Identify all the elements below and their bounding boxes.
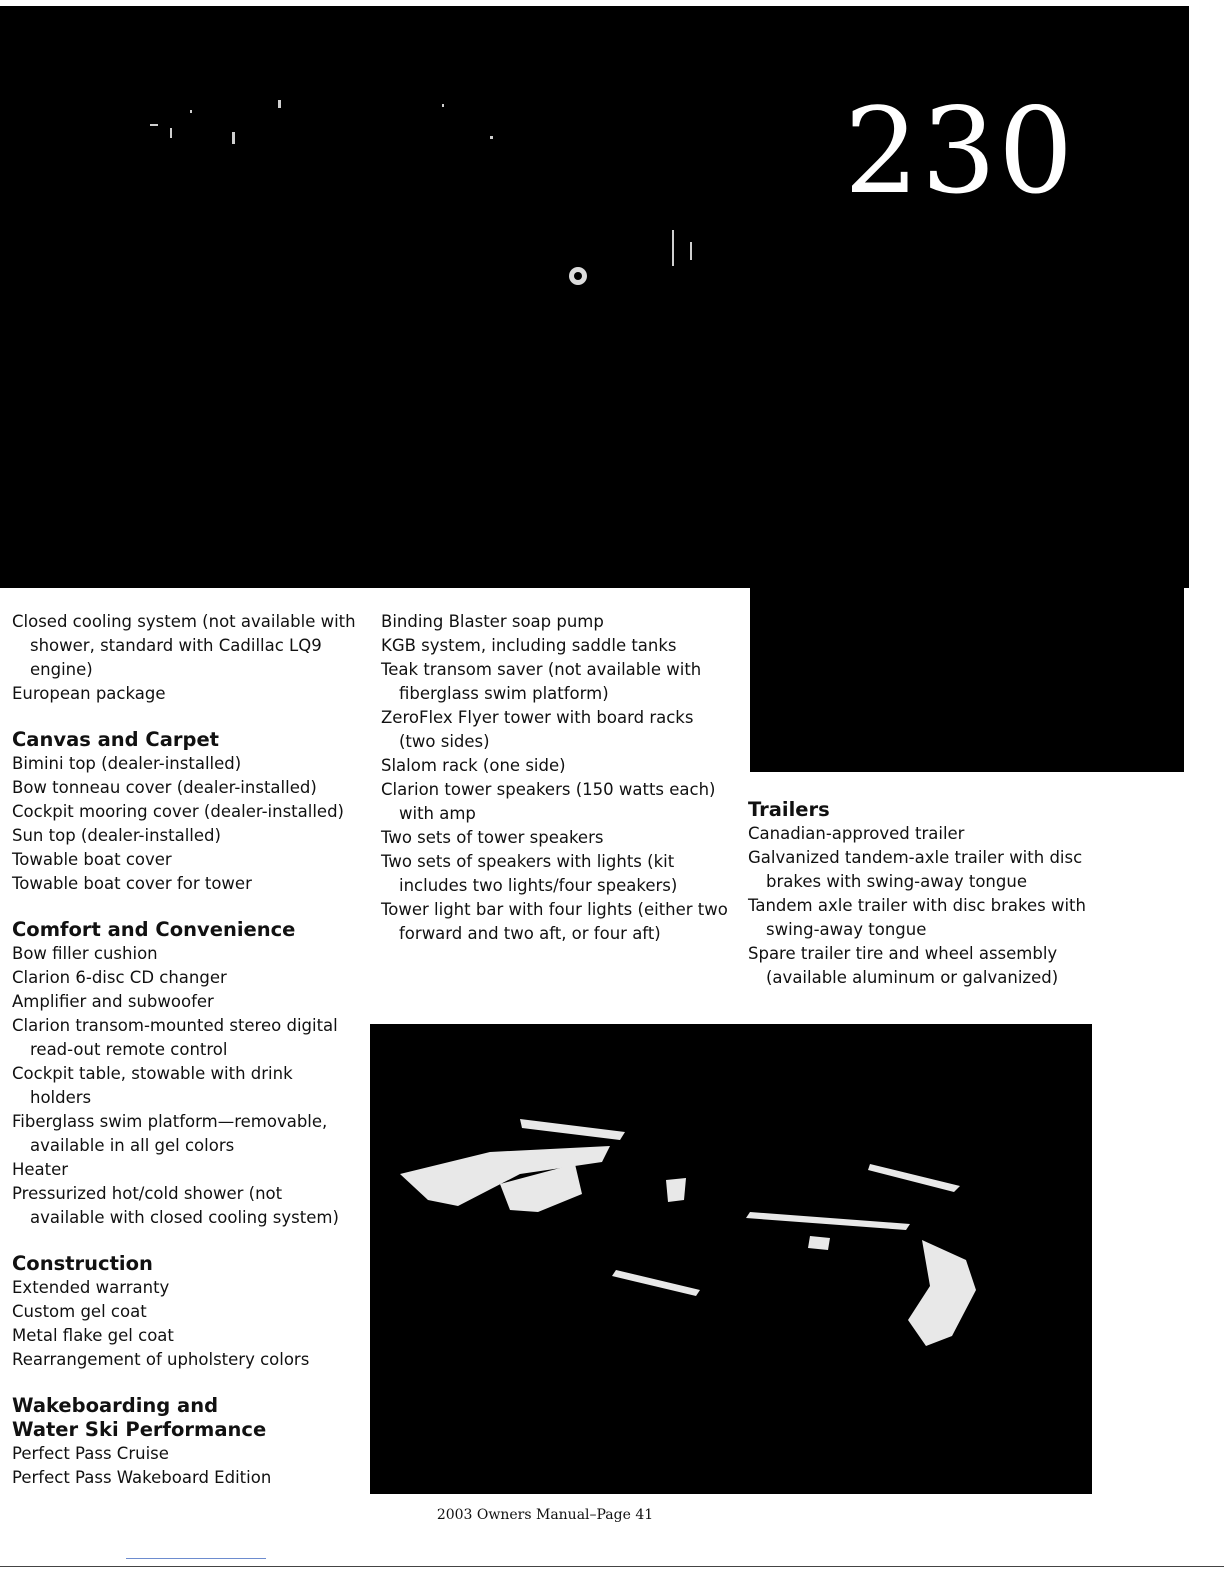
section-title: Trailers xyxy=(748,798,830,821)
list-item: Tower light bar with four lights (either two forward and two aft, or four aft) xyxy=(381,900,728,943)
section-title xyxy=(12,1394,357,1442)
list-item: Cockpit table, stowable with drink holders xyxy=(12,1064,293,1107)
list-item: Bimini top (dealer-installed) xyxy=(12,754,242,773)
list-item: Rearrangement of upholstery colors xyxy=(12,1350,310,1369)
list-item: Towable boat cover xyxy=(12,850,172,869)
intro-options xyxy=(12,610,357,706)
section-title-line: Water Ski Performance xyxy=(12,1418,267,1441)
page-bottom-rule xyxy=(0,1566,1224,1567)
list-item: Bow filler cushion xyxy=(12,944,158,963)
list-item: Bow tonneau cover (dealer-installed) xyxy=(12,778,317,797)
list-item: Perfect Pass Cruise xyxy=(12,1444,169,1463)
list-item: Galvanized tandem-axle trailer with disc brakes with swing-away tongue xyxy=(748,848,1083,891)
list-item: Clarion 6-disc CD changer xyxy=(12,968,227,987)
section-title-line: Wakeboarding and xyxy=(12,1394,219,1417)
section-title: Comfort and Convenience xyxy=(12,918,296,941)
list-item: Clarion tower speakers (150 watts each) with amp xyxy=(381,780,716,823)
list-item: Fiberglass swim platform—removable, available in all gel colors xyxy=(12,1112,328,1155)
options-column-middle xyxy=(381,610,729,946)
list-item: Spare trailer tire and wheel assembly (available aluminum or galvanized) xyxy=(748,944,1059,987)
list-item: Custom gel coat xyxy=(12,1302,147,1321)
list-item: Canadian-approved trailer xyxy=(748,824,965,843)
list-item: Cockpit mooring cover (dealer-installed) xyxy=(12,802,344,821)
section-comfort-convenience xyxy=(12,918,357,1230)
list-item: Perfect Pass Wakeboard Edition xyxy=(12,1468,272,1487)
list-item: KGB system, including saddle tanks xyxy=(381,636,677,655)
list-item: Two sets of speakers with lights (kit includes two lights/four speakers) xyxy=(381,852,678,895)
section-title: Canvas and Carpet xyxy=(12,728,219,751)
list-item: Tandem axle trailer with disc brakes with swing-away tongue xyxy=(748,896,1086,939)
list-item: European package xyxy=(12,684,166,703)
list-item: Sun top (dealer-installed) xyxy=(12,826,221,845)
list-item: ZeroFlex Flyer tower with board racks (two sides) xyxy=(381,708,694,751)
section-title: Construction xyxy=(12,1252,153,1275)
page-caption: 2003 Owners Manual–Page 41 xyxy=(436,1507,654,1523)
list-item: Extended warranty xyxy=(12,1278,170,1297)
list-item: Slalom rack (one side) xyxy=(381,756,566,775)
options-column-left xyxy=(12,610,357,1512)
list-item: Amplifier and subwoofer xyxy=(12,992,214,1011)
hero-photo-extension xyxy=(750,580,1184,772)
list-item: Heater xyxy=(12,1160,69,1179)
boat-photo-highlights xyxy=(370,1024,1092,1494)
options-column-right xyxy=(748,798,1098,990)
list-item: Two sets of tower speakers xyxy=(381,828,604,847)
list-item: Towable boat cover for tower xyxy=(12,874,252,893)
list-item: Metal flake gel coat xyxy=(12,1326,174,1345)
boat-photo xyxy=(370,1024,1092,1494)
list-item: Teak transom saver (not available with fiberglass swim platform) xyxy=(381,660,702,703)
list-item: Pressurized hot/cold shower (not available with closed cooling system) xyxy=(12,1184,339,1227)
list-item: Closed cooling system (not available with shower, standard with Cadillac LQ9 engine) xyxy=(12,612,356,679)
list-item: Binding Blaster soap pump xyxy=(381,612,604,631)
list-item: Clarion transom-mounted stereo digital read-out remote control xyxy=(12,1016,338,1059)
section-canvas-carpet xyxy=(12,728,357,896)
link-underline xyxy=(126,1558,266,1559)
section-wakeboarding xyxy=(12,1394,357,1490)
model-number: 230 xyxy=(844,82,1076,220)
section-construction xyxy=(12,1252,357,1372)
